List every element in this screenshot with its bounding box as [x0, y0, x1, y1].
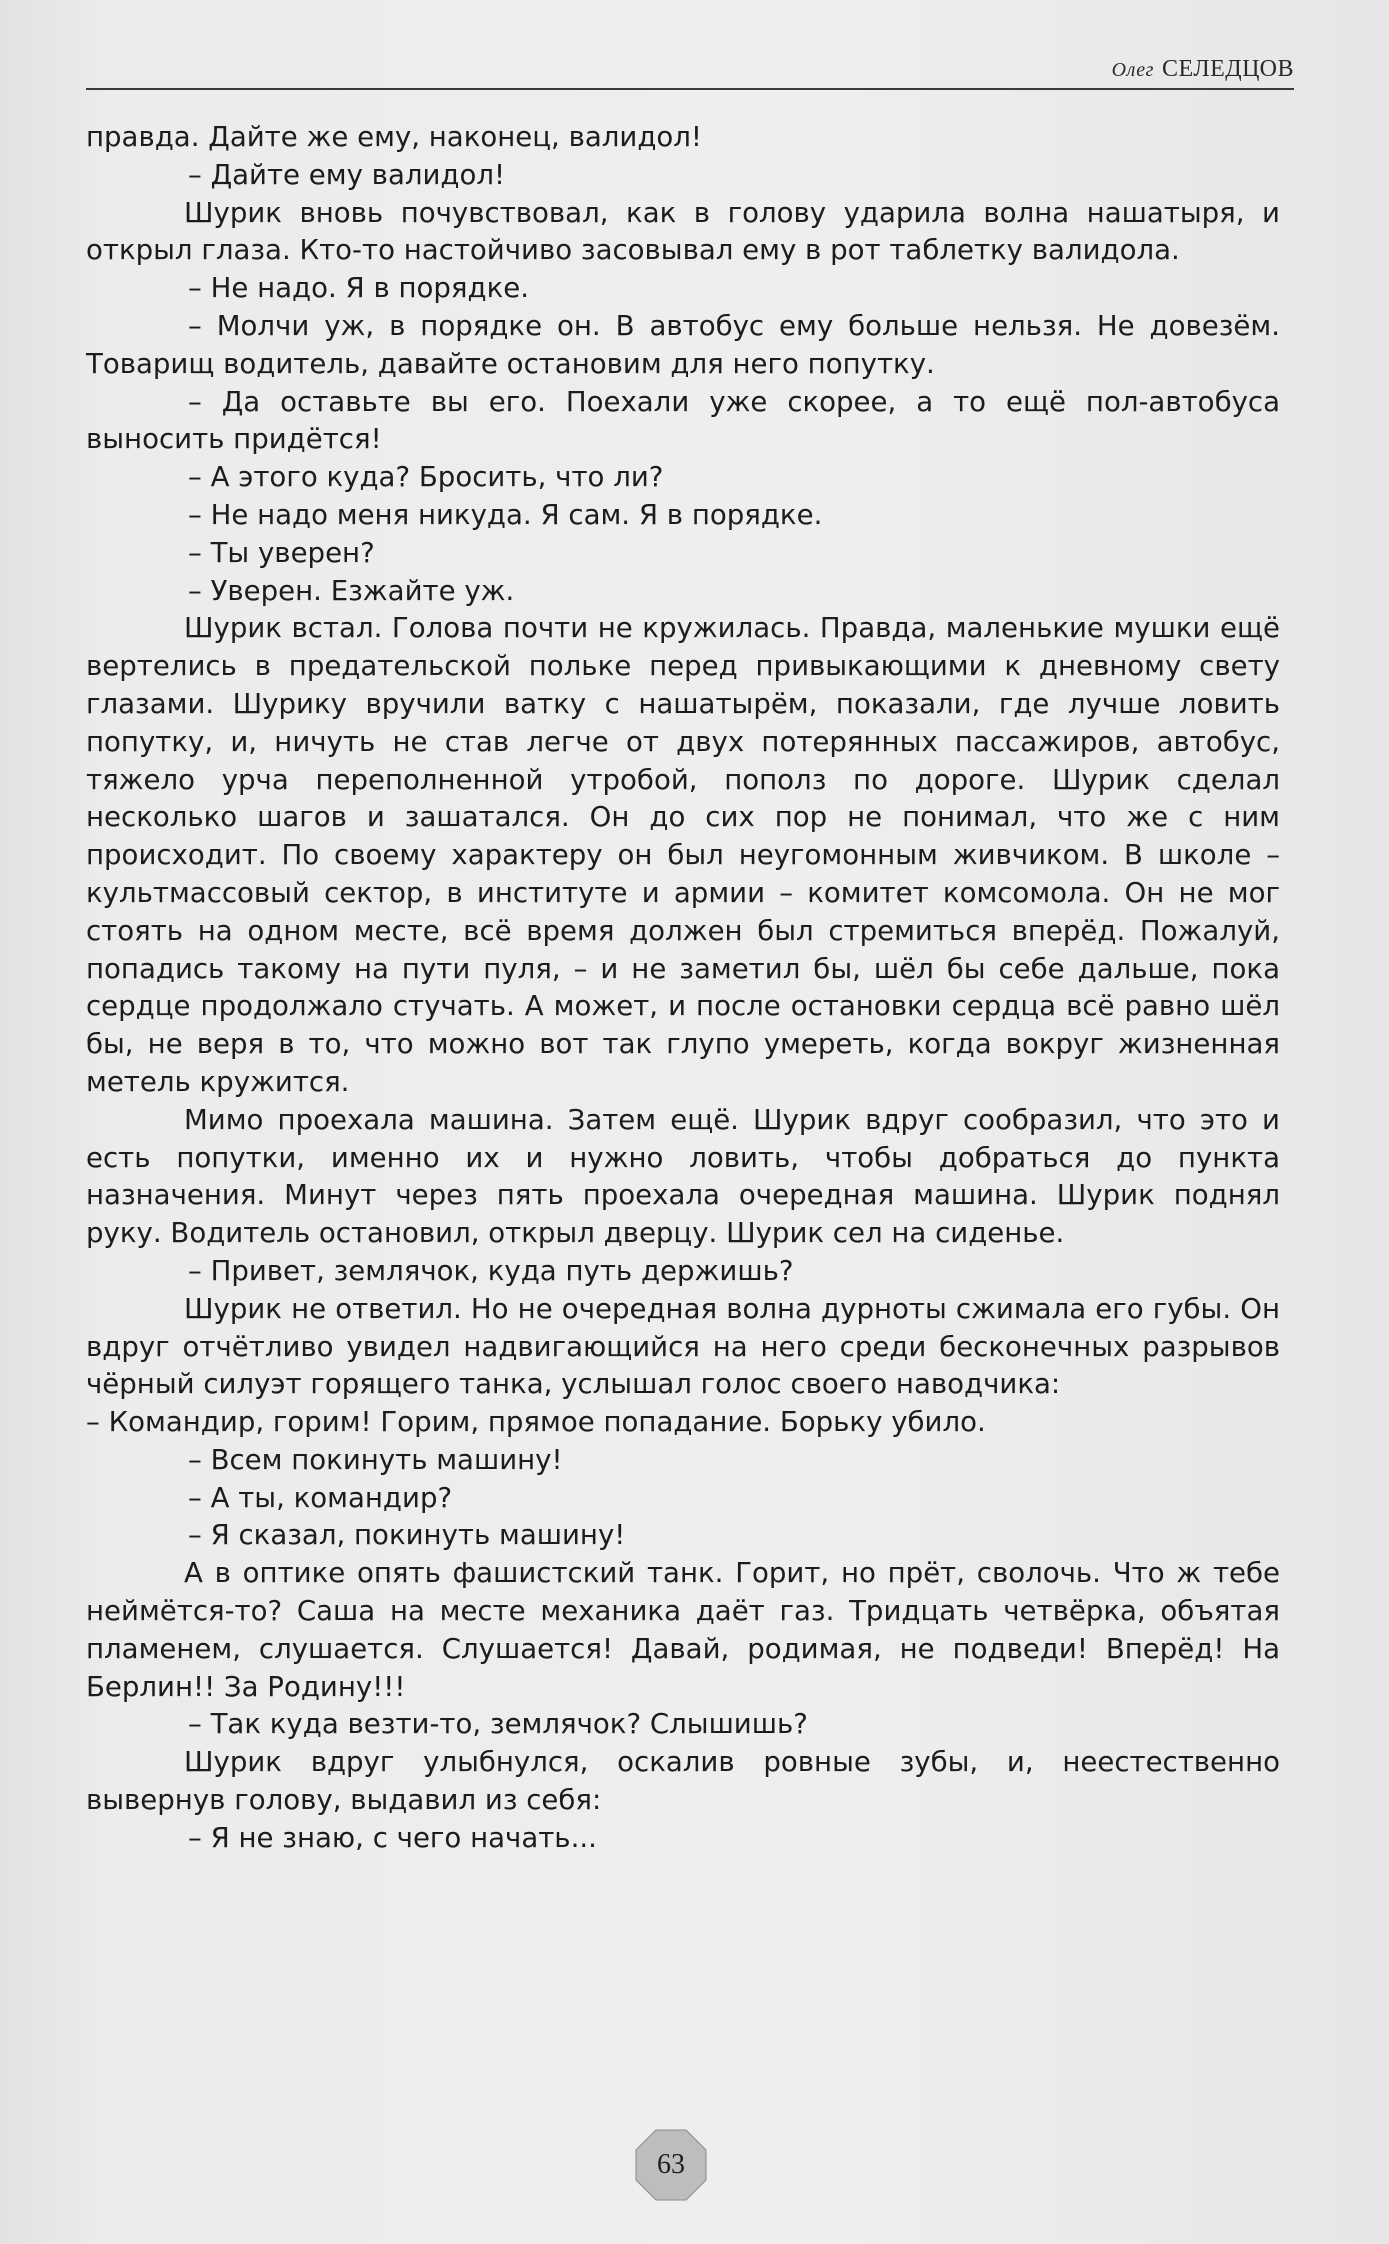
paragraph: – Так куда везти-то, землячок? Слышишь?: [188, 1707, 808, 1741]
paragraph: – Я не знаю, с чего начать...: [188, 1820, 597, 1854]
page-number: 63: [657, 2149, 685, 2180]
paragraph: Шурик вновь почувствовал, как в голову ударила волна нашатыря, и открыл глаза. Кто-то настойчиво засовывал ему в рот таблетку валидола.: [86, 195, 1280, 267]
paragraph: Шурик не ответил. Но не очередная волна дурноты сжимала его губы. Он вдруг отчётливо увидел надвигающийся на него среди бесконечных разрывов чёрный силуэт горящего танка, услышал голос своего наводчика:: [86, 1291, 1280, 1401]
body-text: [86, 118, 1280, 1857]
running-head: [1112, 56, 1294, 83]
paragraph: – Да оставьте вы его. Поехали уже скорее, а то ещё пол-автобуса выносить придётся!: [86, 384, 1280, 456]
paragraph: – Уверен. Езжайте уж.: [188, 573, 515, 607]
paragraph: Шурик вдруг улыбнулся, оскалив ровные зубы, и, неестественно вывернув голову, выдавил из себя:: [86, 1745, 1280, 1817]
paragraph: – Всем покинуть машину!: [188, 1442, 563, 1476]
paragraph: – Не надо. Я в порядке.: [188, 271, 530, 305]
paragraph: – Командир, горим! Горим, прямое попадание. Борьку убило.: [86, 1405, 986, 1439]
author-first-name: Олег: [1111, 59, 1154, 81]
paragraph: А в оптике опять фашистский танк. Горит, но прёт, сволочь. Что ж тебе неймётся-то? Саша на месте механика даёт газ. Тридцать четвёрка, объятая пламенем, слушается. Слушается! Давай, родимая, не подведи! Вперёд! На Берлин!! За Родину!!!: [86, 1556, 1280, 1703]
paragraph: Мимо проехала машина. Затем ещё. Шурик вдруг сообразил, что это и есть попутки, именно их и нужно ловить, чтобы добраться до пункта назначения. Минут через пять проехала очередная машина. Шурик поднял руку. Водитель остановил, открыл дверцу. Шурик сел на сиденье.: [86, 1102, 1280, 1250]
paragraph: Шурик встал. Голова почти не кружилась. Правда, маленькие мушки ещё вертелись в предательской польке перед привыкающими к дневному свету глазами. Шурику вручили ватку с нашатырём, показали, где лучше ловить попутку, и, ничуть не став легче от двух потерянных пассажиров, автобус, тяжело урча переполненной утробой, пополз по дороге. Шурик сделал несколько шагов и зашатался. Он до сих пор не понимал, что же с ним происходит. По своему характеру он был неугомонным живчиком. В школе – культмассовый сектор, в институте и армии – комитет комсомола. Он не мог стоять на одном месте, всё время должен был стремиться вперёд. Пожалуй, попадись такому на пути пуля, – и не заметил бы, шёл бы себе дальше, пока сердце продолжало стучать. А может, и после остановки сердца всё равно шёл бы, не веря в то, что можно вот так глупо умереть, когда вокруг жизненная метель кружится.: [86, 611, 1280, 1098]
page-number-badge: [634, 2128, 708, 2202]
paragraph: – Ты уверен?: [188, 535, 375, 569]
author-last-name: СЕЛЕДЦОВ: [1161, 56, 1294, 82]
paragraph: – А этого куда? Бросить, что ли?: [188, 460, 664, 494]
paragraph: – Привет, землячок, куда путь держишь?: [188, 1253, 794, 1287]
paragraph: правда. Дайте же ему, наконец, валидол!: [86, 120, 702, 153]
paragraph: – Молчи уж, в порядке он. В автобус ему больше нельзя. Не довезём. Товарищ водитель, давайте остановим для него попутку.: [86, 308, 1280, 380]
paragraph: – Не надо меня никуда. Я сам. Я в порядке.: [188, 497, 823, 531]
header-rule: [86, 88, 1294, 90]
paragraph: – А ты, командир?: [188, 1480, 453, 1514]
paragraph: – Я сказал, покинуть машину!: [188, 1518, 626, 1552]
paragraph: – Дайте ему валидол!: [188, 157, 506, 191]
